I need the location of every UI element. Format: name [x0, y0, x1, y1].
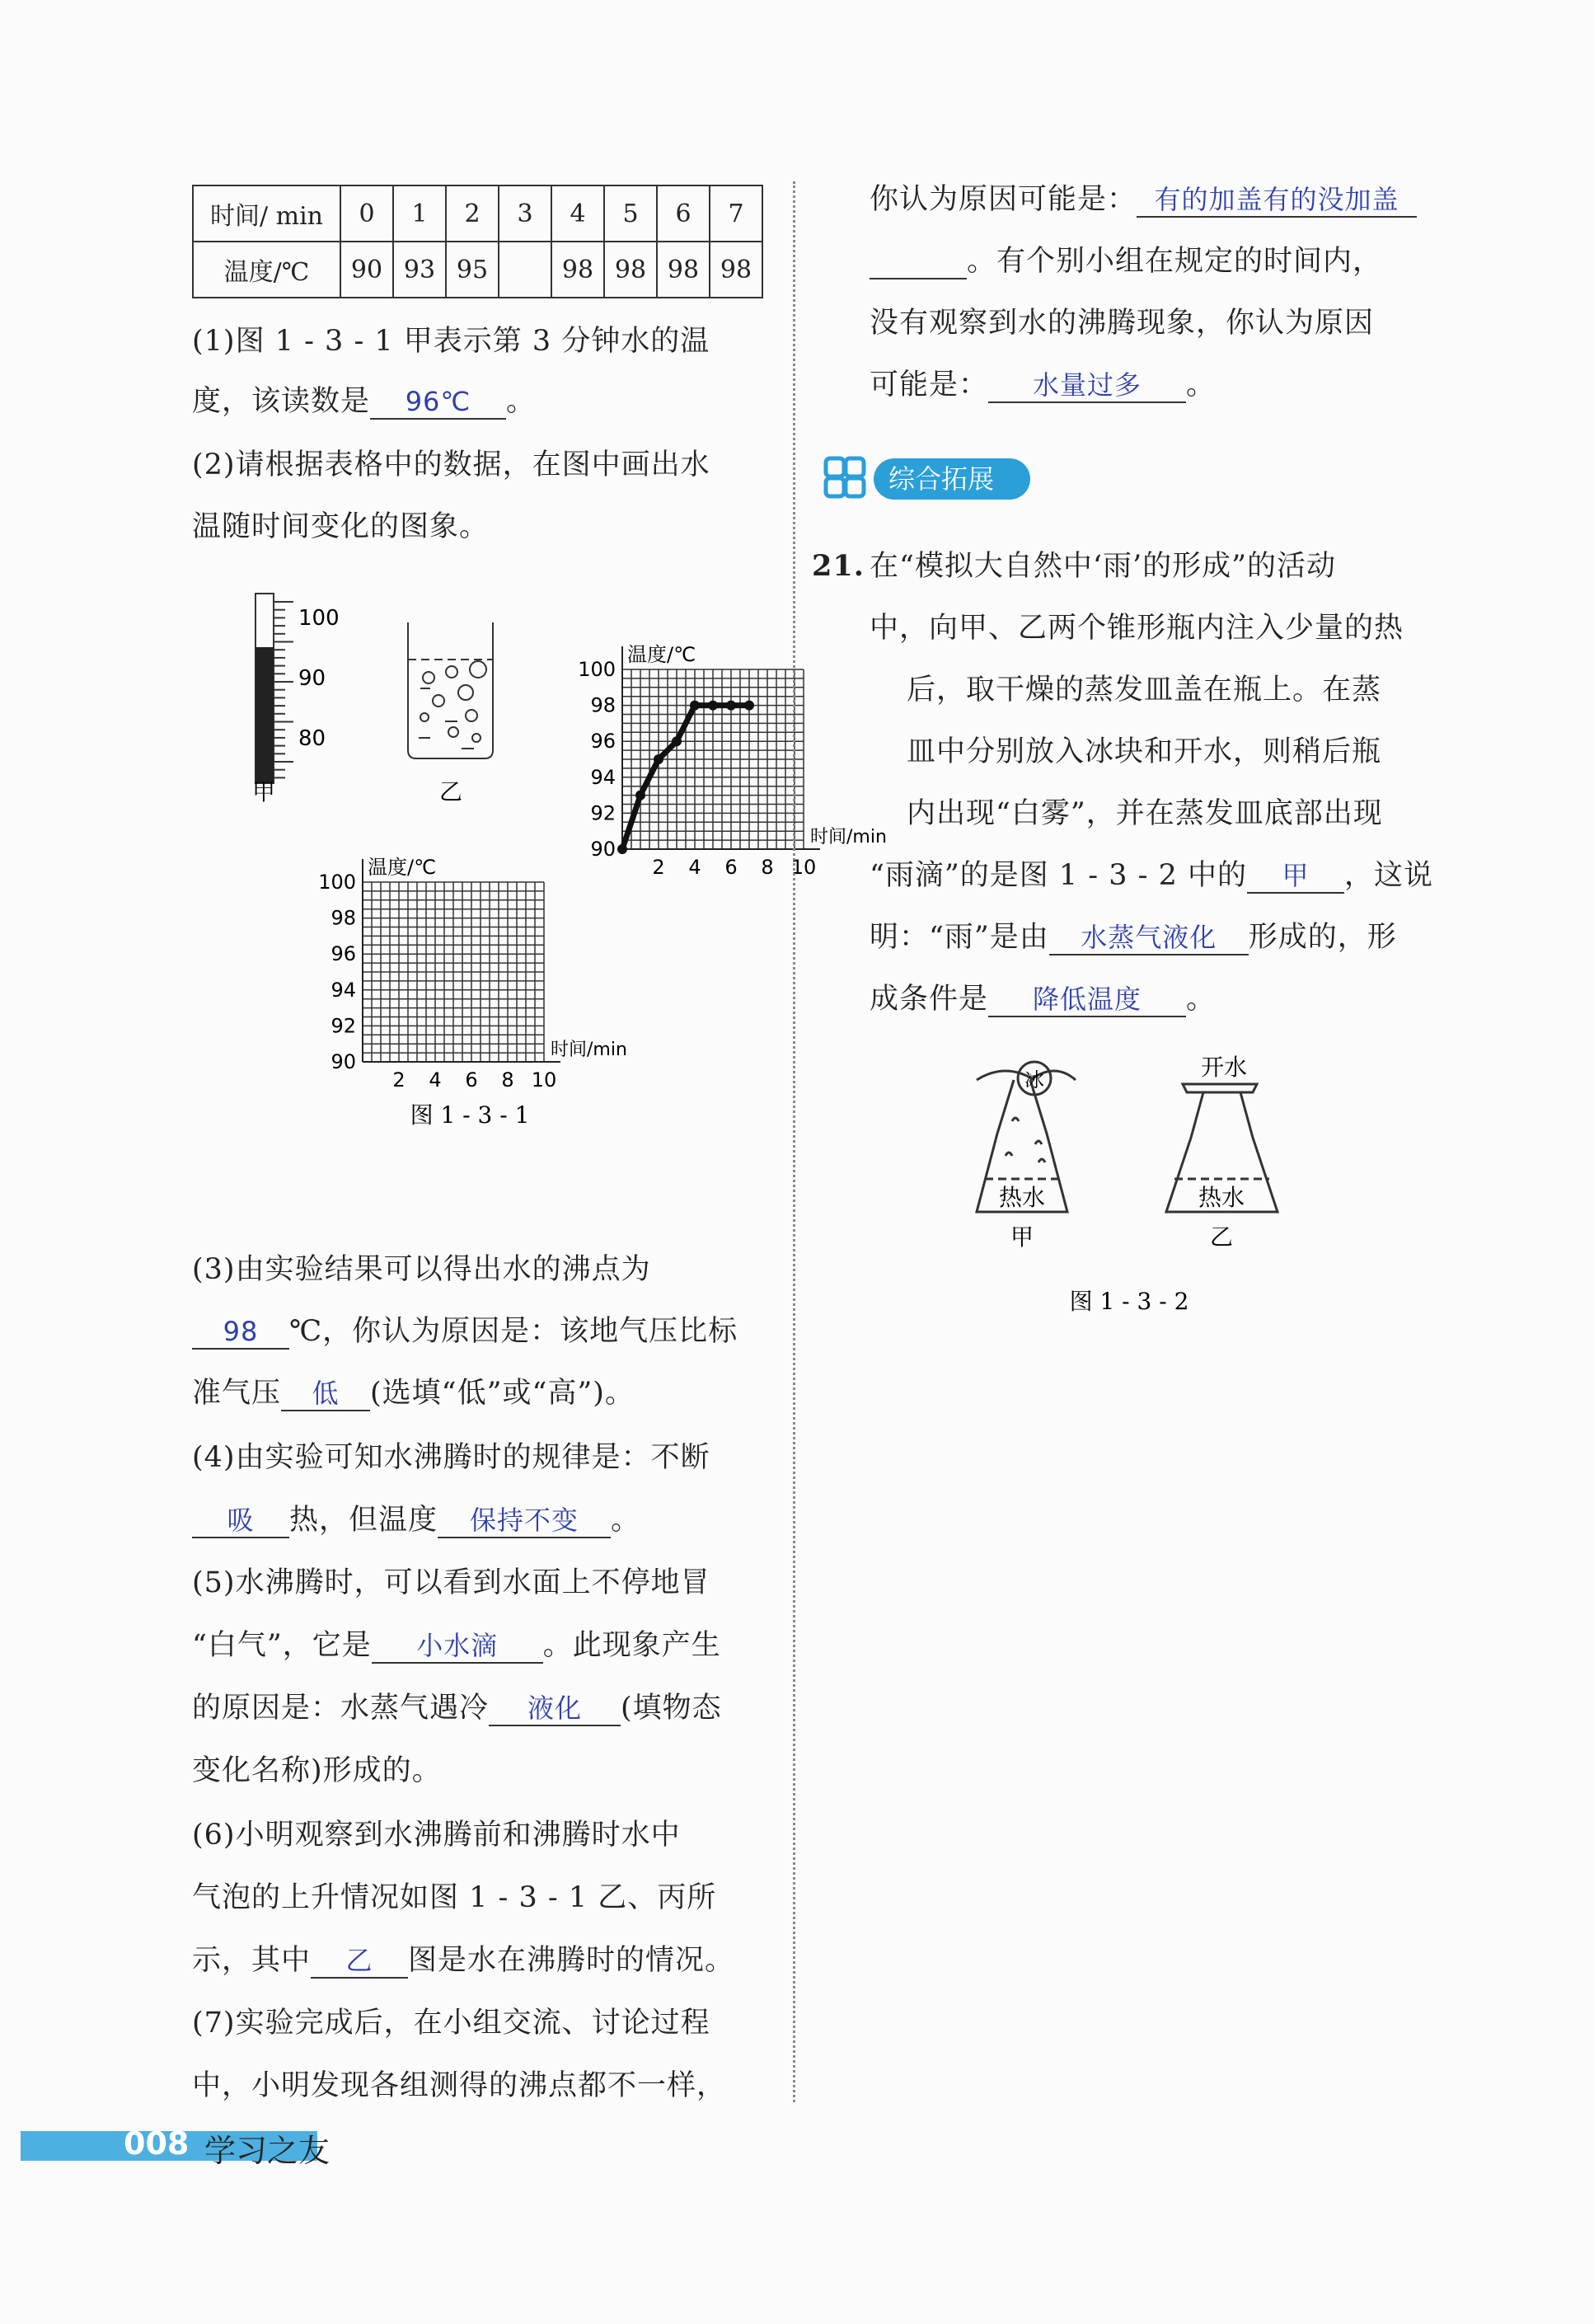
right-line2 [870, 243, 1382, 279]
q5-answer-2: 液化 [489, 1692, 621, 1726]
q21-line1: 在“模拟大自然中‘雨’的形成”的活动 [870, 550, 1337, 583]
data-point [617, 844, 627, 854]
q21-text: 成条件是 [870, 983, 989, 1016]
therm-label-100: 100 [298, 606, 340, 631]
q21-line2: 中，向甲、乙两个锥形瓶内注入少量的热 [870, 612, 1404, 645]
q21-line6 [870, 857, 1433, 894]
table-cell: 90 [340, 242, 393, 298]
q3-text: ℃，你认为原因是：该地气压比标 [289, 1315, 738, 1348]
table-cell: 1 [393, 185, 446, 242]
q21-line3: 后，取干燥的蒸发皿盖在瓶上。在蒸 [907, 674, 1382, 707]
temperature-chart-answer [578, 643, 887, 879]
q5-text: 。此现象产生 [542, 1629, 721, 1662]
q21-line7 [870, 919, 1397, 955]
q6-line2: 气泡的上升情况如图 1 - 3 - 1 乙、丙所 [192, 1881, 717, 1914]
q6-line3 [192, 1942, 734, 1979]
q3-line2 [192, 1313, 738, 1350]
bubbles-icon [420, 661, 486, 742]
table-cell: 0 [340, 185, 393, 242]
q21-answer-1: 甲 [1247, 859, 1344, 894]
y-tick-label: 94 [331, 978, 356, 1002]
y-tick-label: 96 [331, 942, 356, 966]
right-answer-2: 水量过多 [988, 369, 1186, 403]
q21-answer-3: 降低温度 [988, 983, 1186, 1017]
table-cell: 5 [604, 185, 657, 242]
q5-text: (填物态 [621, 1692, 722, 1725]
data-point [726, 701, 736, 711]
y-tick-label: 90 [590, 838, 616, 861]
q5-line3 [192, 1690, 722, 1726]
q4-text: 热，但温度 [289, 1504, 438, 1537]
q5-text: “白气”，它是 [192, 1629, 372, 1662]
y-axis-label: 温度/℃ [368, 856, 437, 879]
q3-answer-1: 98 [192, 1315, 289, 1350]
hot-water-label-1: 热水 [998, 1184, 1046, 1211]
q1-text: 度，该读数是 [192, 385, 371, 418]
data-point [690, 701, 700, 711]
flask-label-jia: 甲 [1010, 1223, 1034, 1251]
thermometer [252, 594, 340, 805]
q6-answer: 乙 [311, 1944, 408, 1979]
table-cell [499, 242, 551, 298]
x-tick-label: 10 [531, 1068, 557, 1092]
x-tick-label: 4 [688, 856, 701, 879]
data-point [672, 736, 682, 746]
y-tick-label: 98 [590, 693, 616, 717]
q6-text: 示，其中 [192, 1944, 312, 1977]
page-number: 008 [124, 2125, 190, 2162]
y-tick-label: 90 [331, 1050, 356, 1073]
q5-answer-1: 小水滴 [372, 1629, 543, 1664]
q4-answer-2: 保持不变 [438, 1504, 611, 1538]
x-tick-label: 6 [465, 1068, 478, 1092]
q21-text: “雨滴”的是图 1 - 3 - 2 中的 [870, 859, 1247, 892]
table-cell: 3 [499, 185, 551, 242]
q6-text: 图是水在沸腾时的情况。 [408, 1944, 735, 1977]
section-badge: 综合拓展 [874, 458, 1030, 500]
table-cell: 6 [657, 185, 710, 242]
table-cell: 98 [551, 242, 604, 298]
table-header-temp: 温度/℃ [193, 242, 340, 298]
y-tick-label: 96 [590, 730, 616, 754]
table-cell: 98 [657, 242, 710, 298]
q7-line2: 中，小明发现各组测得的沸点都不一样， [192, 2069, 727, 2102]
figure-caption-2: 图 1 - 3 - 2 [1069, 1288, 1189, 1315]
x-tick-label: 2 [652, 856, 665, 879]
section-icon [816, 452, 874, 505]
table-cell: 4 [551, 185, 604, 242]
q1-line2 [192, 383, 536, 420]
x-tick-label: 10 [790, 856, 817, 879]
table-cell: 95 [446, 242, 499, 298]
flask-label-yi: 乙 [1209, 1223, 1234, 1251]
q21-line4: 皿中分别放入冰块和开水，则稍后瓶 [907, 735, 1382, 768]
figure-caption: 图 1 - 3 - 1 [410, 1101, 530, 1129]
q4-line1: (4)由实验可知水沸腾时的规律是：不断 [192, 1441, 710, 1474]
q21-text: 。 [1186, 983, 1217, 1016]
x-axis-label: 时间/min [551, 1040, 627, 1060]
right-text: 你认为原因可能是： [870, 183, 1137, 216]
table-cell: 2 [446, 185, 499, 242]
label-jia: 甲 [251, 778, 276, 805]
table-cell: 98 [710, 242, 762, 298]
x-tick-label: 2 [392, 1068, 406, 1092]
figure-1-3-1 [223, 577, 887, 1138]
x-tick-label: 8 [501, 1068, 514, 1092]
column-divider [793, 181, 795, 2102]
q21-text: 形成的，形 [1248, 921, 1397, 954]
figure-1-3-2 [956, 1047, 1319, 1327]
temperature-chart-blank [318, 856, 627, 1092]
q4-answer-1: 吸 [192, 1504, 289, 1538]
q6-line1: (6)小明观察到水沸腾前和沸腾时水中 [192, 1819, 681, 1852]
y-tick-label: 100 [318, 871, 356, 894]
y-axis-label: 温度/℃ [627, 643, 696, 666]
data-point [708, 701, 718, 711]
data-point [744, 701, 754, 711]
table-cell: 93 [393, 242, 446, 298]
q3-line1: (3)由实验结果可以得出水的沸点为 [192, 1253, 651, 1286]
q5-line1: (5)水沸腾时，可以看到水面上不停地冒 [192, 1566, 710, 1599]
label-yi: 乙 [438, 778, 463, 805]
q3-text: 准气压 [192, 1377, 282, 1410]
x-axis-label: 时间/min [810, 827, 887, 847]
q4-end: 。 [611, 1504, 641, 1537]
q21-line8 [870, 981, 1216, 1017]
right-text: 可能是： [870, 369, 989, 401]
q21-text: 明：“雨”是由 [870, 921, 1049, 954]
therm-label-90: 90 [298, 666, 326, 691]
q5-text: 的原因是：水蒸气遇冷 [192, 1692, 490, 1725]
x-tick-label: 4 [429, 1068, 442, 1092]
beaker [408, 622, 493, 805]
therm-label-80: 80 [298, 726, 326, 751]
q3-text: (选填“低”或“高”)。 [370, 1377, 635, 1410]
right-line1 [870, 181, 1417, 218]
q3-line3 [192, 1375, 635, 1411]
table-header-time: 时间/ min [193, 185, 340, 242]
q5-line4: 变化名称)形成的。 [192, 1754, 442, 1787]
q2-line2: 温随时间变化的图象。 [192, 510, 490, 543]
y-tick-label: 94 [590, 765, 616, 789]
q3-answer-2: 低 [281, 1377, 370, 1411]
x-tick-label: 8 [761, 856, 774, 879]
boiling-water-label: 开水 [1200, 1054, 1248, 1081]
q1-end: 。 [506, 385, 537, 418]
q1-answer: 96℃ [370, 385, 506, 420]
footer-title: 学习之友 [204, 2133, 331, 2169]
q5-line2 [192, 1627, 721, 1664]
q21-line5: 内出现“白雾”，并在蒸发皿底部出现 [907, 797, 1383, 830]
q1-line1: (1)图 1 - 3 - 1 甲表示第 3 分钟水的温 [192, 325, 710, 358]
q4-line2 [192, 1502, 640, 1538]
hot-water-label-2: 热水 [1198, 1184, 1245, 1211]
q7-line1: (7)实验完成后，在小组交流、讨论过程 [192, 2007, 710, 2040]
table-row [193, 242, 762, 298]
y-tick-label: 100 [578, 658, 616, 681]
q21-text: ，这说 [1344, 859, 1434, 892]
q2-line1: (2)请根据表格中的数据，在图中画出水 [192, 448, 710, 481]
data-point [654, 754, 663, 764]
y-tick-label: 98 [331, 906, 356, 930]
ice-label: 冰 [1024, 1068, 1044, 1092]
q21-answer-2: 水蒸气液化 [1049, 921, 1249, 955]
table-row [193, 185, 762, 242]
data-point [635, 791, 645, 800]
table-cell: 98 [604, 242, 657, 298]
y-tick-label: 92 [331, 1014, 356, 1038]
q21-number: 21. [812, 549, 865, 583]
x-tick-label: 6 [724, 856, 738, 879]
table-cell: 7 [710, 185, 762, 242]
right-answer-1-cont [870, 245, 967, 279]
data-table [192, 185, 763, 298]
right-text: 。 [1186, 369, 1217, 401]
right-line4 [870, 367, 1216, 403]
right-text: 。有个别小组在规定的时间内， [967, 245, 1383, 278]
right-answer-1: 有的加盖有的没加盖 [1137, 183, 1417, 218]
y-tick-label: 92 [590, 801, 616, 825]
right-line3: 没有观察到水的沸腾现象，你认为原因 [870, 307, 1375, 340]
